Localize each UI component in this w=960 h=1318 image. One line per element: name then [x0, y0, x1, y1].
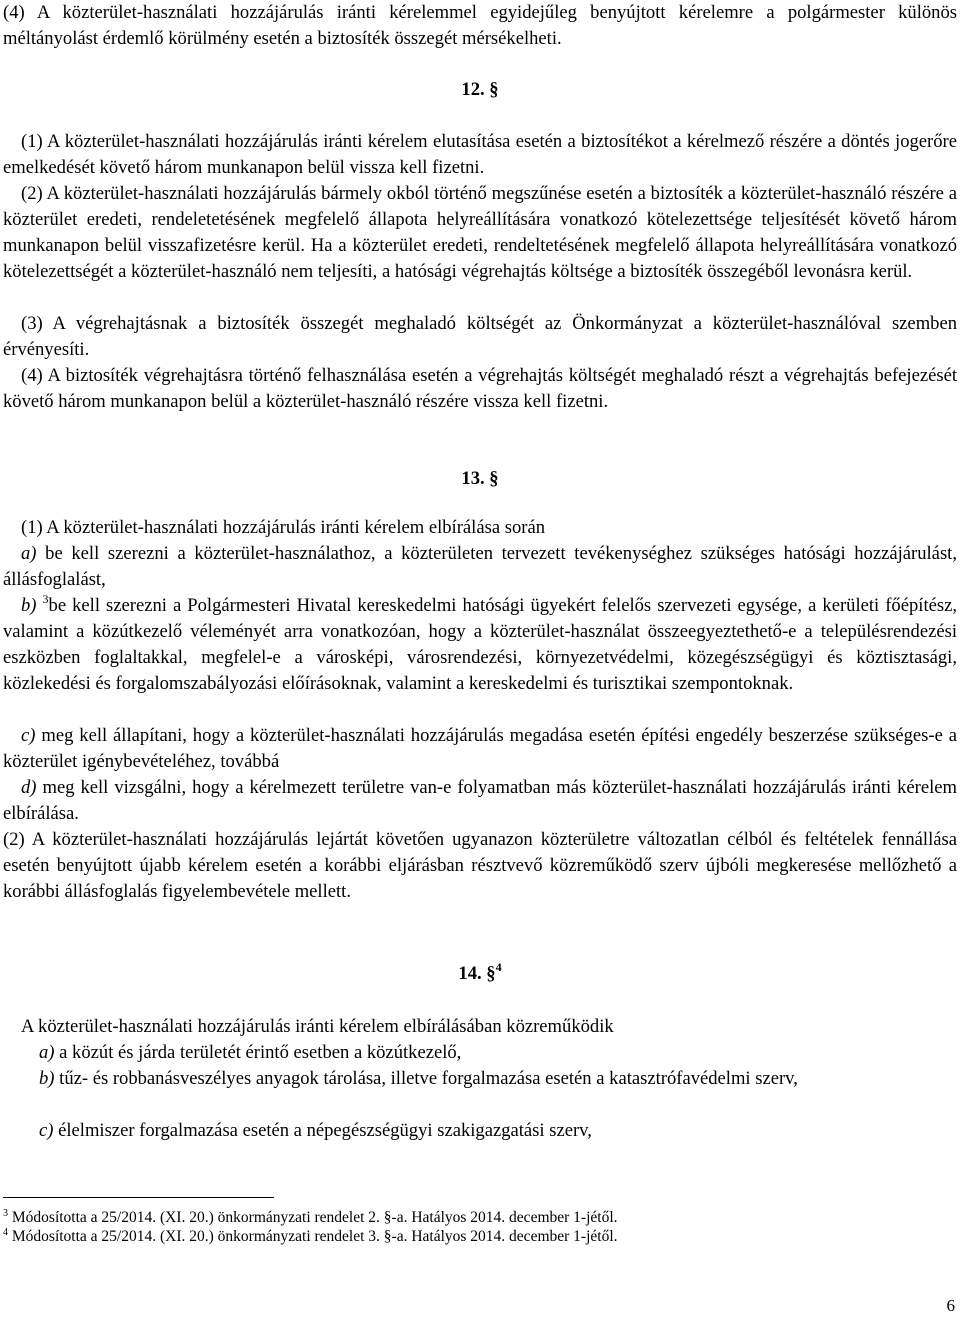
list-item-14-c — [3, 1118, 957, 1144]
list-marker: a) — [39, 1042, 55, 1063]
paragraph-14-intro: A közterület-használati hozzájárulás iránti kérelem elbírálásában közreműködik — [21, 1016, 614, 1037]
footnote-number: 3 — [3, 1208, 8, 1219]
list-marker: c) — [21, 725, 36, 746]
paragraph-13-2: (2) A közterület-használati hozzájárulás lejártát követően ugyanazon közterületre változatlan célból és feltételek fennállása esetén benyújtott újabb kérelem esetén a korábbi eljárásban résztvevő közreműködő szerv újbóli megkeresése mellőzhető a korábbi állásfoglalás figyelembevétele mellett. — [3, 829, 957, 902]
list-marker: b) — [39, 1068, 55, 1089]
list-item-text: a közút és járda területét érintő esetben a közútkezelő, — [59, 1042, 462, 1063]
paragraph-12-4: (4) A biztosíték végrehajtásra történő felhasználása esetén a végrehajtás költségét meghaladó részt a végrehajtás befejezését követő három munkanapon belül a közterület-használó részére vissza kell fizetni. — [3, 365, 957, 412]
footnote-ref-4: 4 — [495, 960, 502, 974]
section-heading-12: 12. § — [461, 79, 499, 100]
list-item-13-b — [3, 593, 957, 697]
list-item-text: be kell szerezni a Polgármesteri Hivatal kereskedelmi hatósági ügyekért felelős szervezeti egysége, a kerületi főépítész, valamint a közútkezelő véleményét arra vonatkozóan, hogy a közterület-használat összeegyeztethető-e a településrendezési eszközben foglaltakkal, megfelel-e a városképi, városrendezési, környezetvédelmi, közegészségügyi és köztisztasági, közlekedési és forgalomszabályozási előírásoknak, valamint a kereskedelmi és turisztikai szempontoknak. — [3, 595, 957, 694]
paragraph-11-4: (4) A közterület-használati hozzájárulás iránti kérelemmel egyidejűleg benyújtott kérelemre a polgármester különös méltányolást érdemlő körülmény esetén a biztosíték összegét mérsékelheti. — [3, 2, 957, 49]
paragraph-12-3: (3) A végrehajtásnak a biztosíték összegét meghaladó költségét az Önkormányzat a közterület-használóval szemben érvényesíti. — [3, 313, 957, 360]
footnote-text: Módosította a 25/2014. (XI. 20.) önkormányzati rendelet 3. §-a. Hatályos 2014. december 1-jétől. — [11, 1228, 618, 1245]
list-item-text: tűz- és robbanásveszélyes anyagok tárolása, illetve forgalmazása esetén a katasztrófavédelmi szerv, — [59, 1068, 798, 1089]
list-item-13-a — [3, 541, 957, 593]
list-item-text: élelmiszer forgalmazása esetén a népegészségügyi szakigazgatási szerv, — [58, 1120, 592, 1141]
list-item-13-c — [3, 723, 957, 775]
list-item-text: meg kell vizsgálni, hogy a kérelmezett területre van-e folyamatban más közterület-használati hozzájárulás iránti kérelem elbírálása. — [3, 777, 957, 824]
footnote-ref-3: 3 — [42, 592, 49, 606]
list-marker: b) — [21, 595, 37, 616]
paragraph-13-1: (1) A közterület-használati hozzájárulás iránti kérelem elbírálása során — [21, 517, 546, 538]
section-heading-13: 13. § — [461, 468, 499, 489]
footnote-3 — [3, 1208, 957, 1227]
list-marker: a) — [21, 543, 37, 564]
list-item-13-d — [3, 775, 957, 827]
list-item-14-b — [3, 1066, 957, 1092]
list-marker: c) — [39, 1120, 54, 1141]
footnote-number: 4 — [3, 1227, 8, 1238]
footnote-separator — [3, 1197, 274, 1198]
paragraph-12-2: (2) A közterület-használati hozzájárulás bármely okból történő megszűnése esetén a biztosíték a közterület-használó részére a közterület eredeti, rendeletetésének megfelelő állapota helyreállítására vonatkozó kötelezettsége teljesítését követő három munkanapon belül visszafizetésre kerül. Ha a közterület eredeti, rendeltetésének megfelelő állapota helyreállítására vonatkozó kötelezettségét a közterület-használó nem teljesíti, a hatósági végrehajtás költsége a biztosíték összegéből levonásra kerül. — [3, 183, 957, 282]
list-item-text: meg kell állapítani, hogy a közterület-használati hozzájárulás megadása esetén építési engedély beszerzése szükséges-e a közterület igénybevételéhez, továbbá — [3, 725, 957, 772]
footnote-4 — [3, 1227, 957, 1246]
page-number: 6 — [946, 1296, 955, 1315]
paragraph-12-1: (1) A közterület-használati hozzájárulás iránti kérelem elutasítása esetén a biztosítékot a kérelmező részére a döntés jogerőre emelkedését követő három munkanapon belül vissza kell fizetni. — [3, 131, 957, 178]
section-heading-text: 14. § — [458, 963, 496, 984]
footnote-text: Módosította a 25/2014. (XI. 20.) önkormányzati rendelet 2. §-a. Hatályos 2014. december 1-jétől. — [11, 1209, 618, 1226]
list-item-text: be kell szerezni a közterület-használathoz, a közterületen tervezett tevékenységhez szükséges hatósági hozzájárulást, állásfoglalást, — [3, 543, 957, 590]
list-item-14-a — [3, 1040, 957, 1066]
section-heading-14 — [0, 961, 960, 987]
list-marker: d) — [21, 777, 37, 798]
